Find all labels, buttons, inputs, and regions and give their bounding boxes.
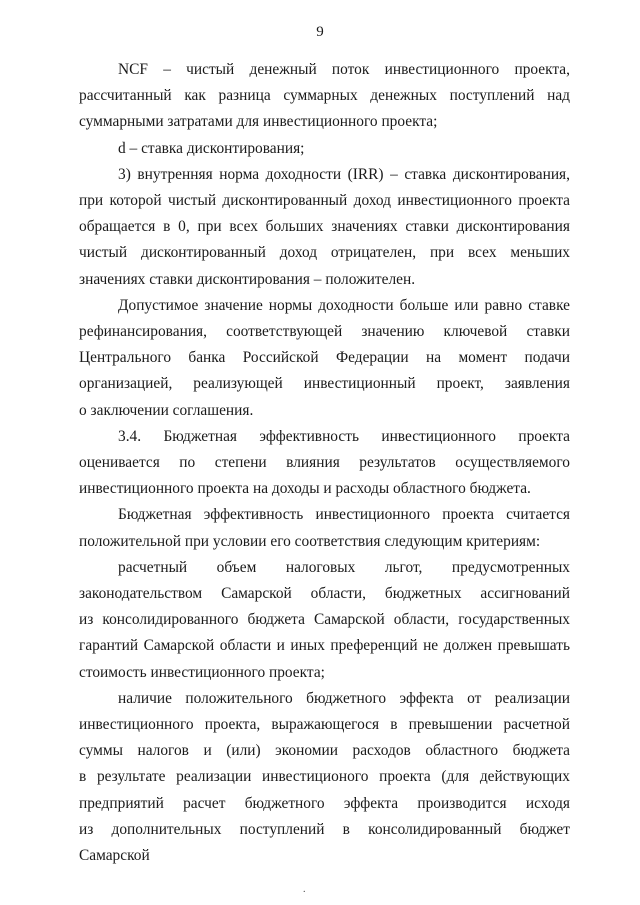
text-line: наличие положительного бюджетного эффекта от реализации <box>118 689 570 707</box>
text-line: о заключении соглашения. <box>79 401 254 419</box>
text-line: организацией, реализующей инвестиционный проект, заявления <box>79 375 570 393</box>
text-line: положительной при условии его соответствия следующим критериям: <box>79 532 541 550</box>
text-line: инвестиционного проекта, выражающегося в превышении расчетной <box>79 716 570 734</box>
text-line: рассчитанный как разница суммарных денежных поступлений над <box>79 87 570 105</box>
text-line: Бюджетная эффективность инвестиционного проекта считается <box>118 506 570 524</box>
text-line: обращается в 0, при всех больших значениях ставки дисконтирования <box>79 218 570 236</box>
text-line: 3.4. Бюджетная эффективность инвестиционного проекта <box>118 427 570 445</box>
text-line: Центрального банка Российской Федерации на момент подачи <box>79 349 570 367</box>
text-line: чистый дисконтированный доход отрицателен, при всех меньших <box>79 244 570 262</box>
text-line: значениях ставки дисконтирования – положителен. <box>79 270 416 288</box>
text-line: расчетный объем налоговых льгот, предусмотренных <box>118 558 570 576</box>
text-line: в результате реализации инвестиционого проекта (для действующих <box>79 768 570 786</box>
text-line: Допустимое значение нормы доходности больше или равно ставке <box>118 296 570 314</box>
footer-mark: . <box>303 884 306 895</box>
text-line: из дополнительных поступлений в консолидированный бюджет Самарской <box>79 820 570 865</box>
text-line: рефинансирования, соответствующей значению ключевой ставки <box>79 323 570 341</box>
page-number: 9 <box>316 24 324 40</box>
text-line: инвестиционного проекта на доходы и расходы областного бюджета. <box>79 480 531 498</box>
text-line: суммы налогов и (или) экономии расходов областного бюджета <box>79 742 570 760</box>
text-line: гарантий Самарской области и иных преференций не должен превышать <box>79 637 570 655</box>
text-line: NCF – чистый денежный поток инвестиционного проекта, <box>118 61 570 78</box>
document-body <box>79 57 570 869</box>
text-line: оценивается по степени влияния результатов осуществляемого <box>79 454 570 472</box>
text-line: стоимость инвестиционного проекта; <box>79 663 325 681</box>
text-line: суммарными затратами для инвестиционного проекта; <box>79 113 438 131</box>
text-line: при которой чистый дисконтированный доход инвестиционного проекта <box>79 192 570 210</box>
text-line: предприятий расчет бюджетного эффекта производится исходя <box>79 794 570 812</box>
text-line: из консолидированного бюджета Самарской области, государственных <box>79 611 570 629</box>
text-line: d – ставка дисконтирования; <box>118 139 305 157</box>
text-line: законодательством Самарской области, бюджетных ассигнований <box>79 585 570 603</box>
text-line: 3) внутренняя норма доходности (IRR) – ставка дисконтирования, <box>118 165 570 183</box>
